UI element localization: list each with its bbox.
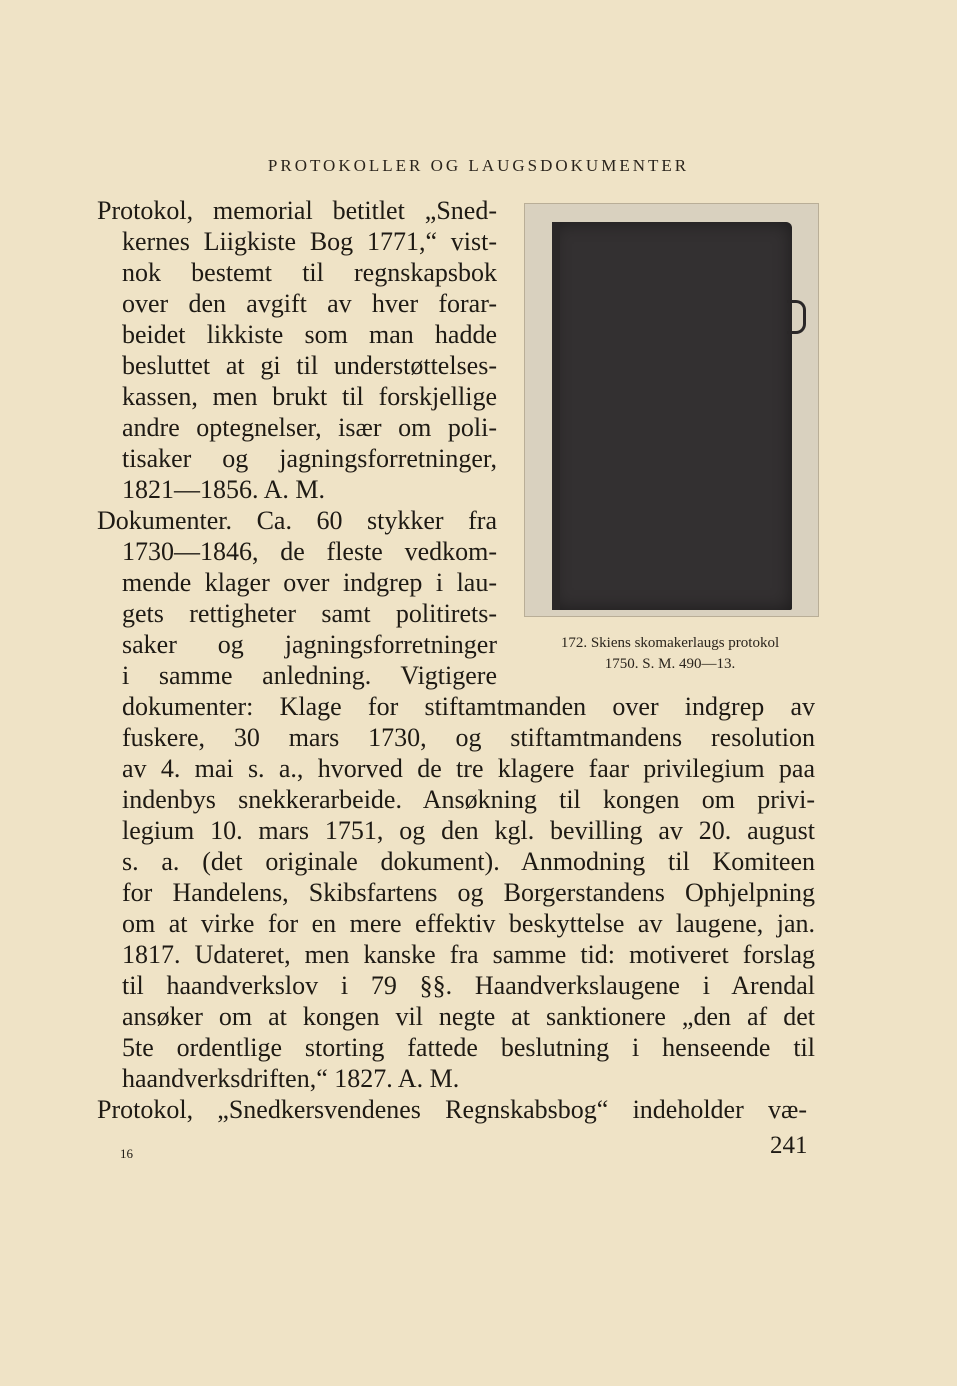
body-text-line: Protokol, memorial betitlet „Sned- <box>97 196 497 225</box>
body-text-line: kernes Liigkiste Bog 1771,“ vist- <box>122 227 497 256</box>
body-text-line: 5te ordentlige storting fattede beslutning i henseende til <box>122 1033 815 1062</box>
body-text-line: kassen, men brukt til forskjellige <box>122 382 497 411</box>
body-text-line: ansøker om at kongen vil negte at sanktionere „den af det <box>122 1002 815 1031</box>
body-text-line: Protokol, „Snedkersvendenes Regnskabsbog“ indeholder væ- <box>97 1095 807 1124</box>
running-head: PROTOKOLLER OG LAUGSDOKUMENTER <box>267 156 690 175</box>
body-text-line: av 4. mai s. a., hvorved de tre klagere faar privilegium paa <box>122 754 815 783</box>
body-text-line: over den avgift av hver forar- <box>122 289 497 318</box>
body-text-line: beidet likkiste som man hadde <box>122 320 497 349</box>
body-text-line: 1730—1846, de fleste vedkom- <box>122 537 497 566</box>
body-text-line: Dokumenter. Ca. 60 stykker fra <box>97 506 497 535</box>
body-text-line: til haandverkslov i 79 §§. Haandverkslaugene i Arendal <box>122 971 815 1000</box>
body-text-line: indenbys snekkerarbeide. Ansøkning til kongen om privi- <box>122 785 815 814</box>
body-text-line: s. a. (det originale dokument). Anmodning til Komiteen <box>122 847 815 876</box>
page-number: 241 <box>770 1132 808 1159</box>
body-text-line: 1821—1856. A. M. <box>122 475 325 504</box>
body-text-line: haandverksdriften,“ 1827. A. M. <box>122 1064 460 1093</box>
body-text-line: for Handelens, Skibsfartens og Borgerstandens Ophjelpning <box>122 878 815 907</box>
figure-caption-line-2: 1750. S. M. 490—13. <box>604 656 736 672</box>
body-text-line: 1817. Udateret, men kanske fra samme tid: motiveret forslag <box>122 940 815 969</box>
body-text-line: nok bestemt til regnskapsbok <box>122 258 497 287</box>
body-text-line: dokumenter: Klage for stiftamtmanden over indgrep av <box>122 692 815 721</box>
body-text-line: i samme anledning. Vigtigere <box>122 661 497 690</box>
signature-mark: 16 <box>120 1146 133 1161</box>
figure-caption-line-1: 172. Skiens skomakerlaugs protokol <box>560 635 780 651</box>
body-text-line: fuskere, 30 mars 1730, og stiftamtmandens resolution <box>122 723 815 752</box>
body-text-line: andre optegnelser, især om poli- <box>122 413 497 442</box>
book-spine <box>552 222 560 610</box>
body-text-line: besluttet at gi til understøttelses- <box>122 351 497 380</box>
book-tie-string <box>787 300 806 334</box>
body-text-line: legium 10. mars 1751, og den kgl. bevilling av 20. august <box>122 816 815 845</box>
protocol-book-image <box>552 222 792 610</box>
body-text-line: om at virke for en mere effektiv beskyttelse av laugene, jan. <box>122 909 815 938</box>
body-text-line: tisaker og jagningsforretninger, <box>122 444 497 473</box>
body-text-line: mende klager over indgrep i lau- <box>122 568 497 597</box>
body-text-line: gets rettigheter samt politirets- <box>122 599 497 628</box>
body-text-line: saker og jagningsforretninger <box>122 630 497 659</box>
figure-photo <box>524 203 819 617</box>
